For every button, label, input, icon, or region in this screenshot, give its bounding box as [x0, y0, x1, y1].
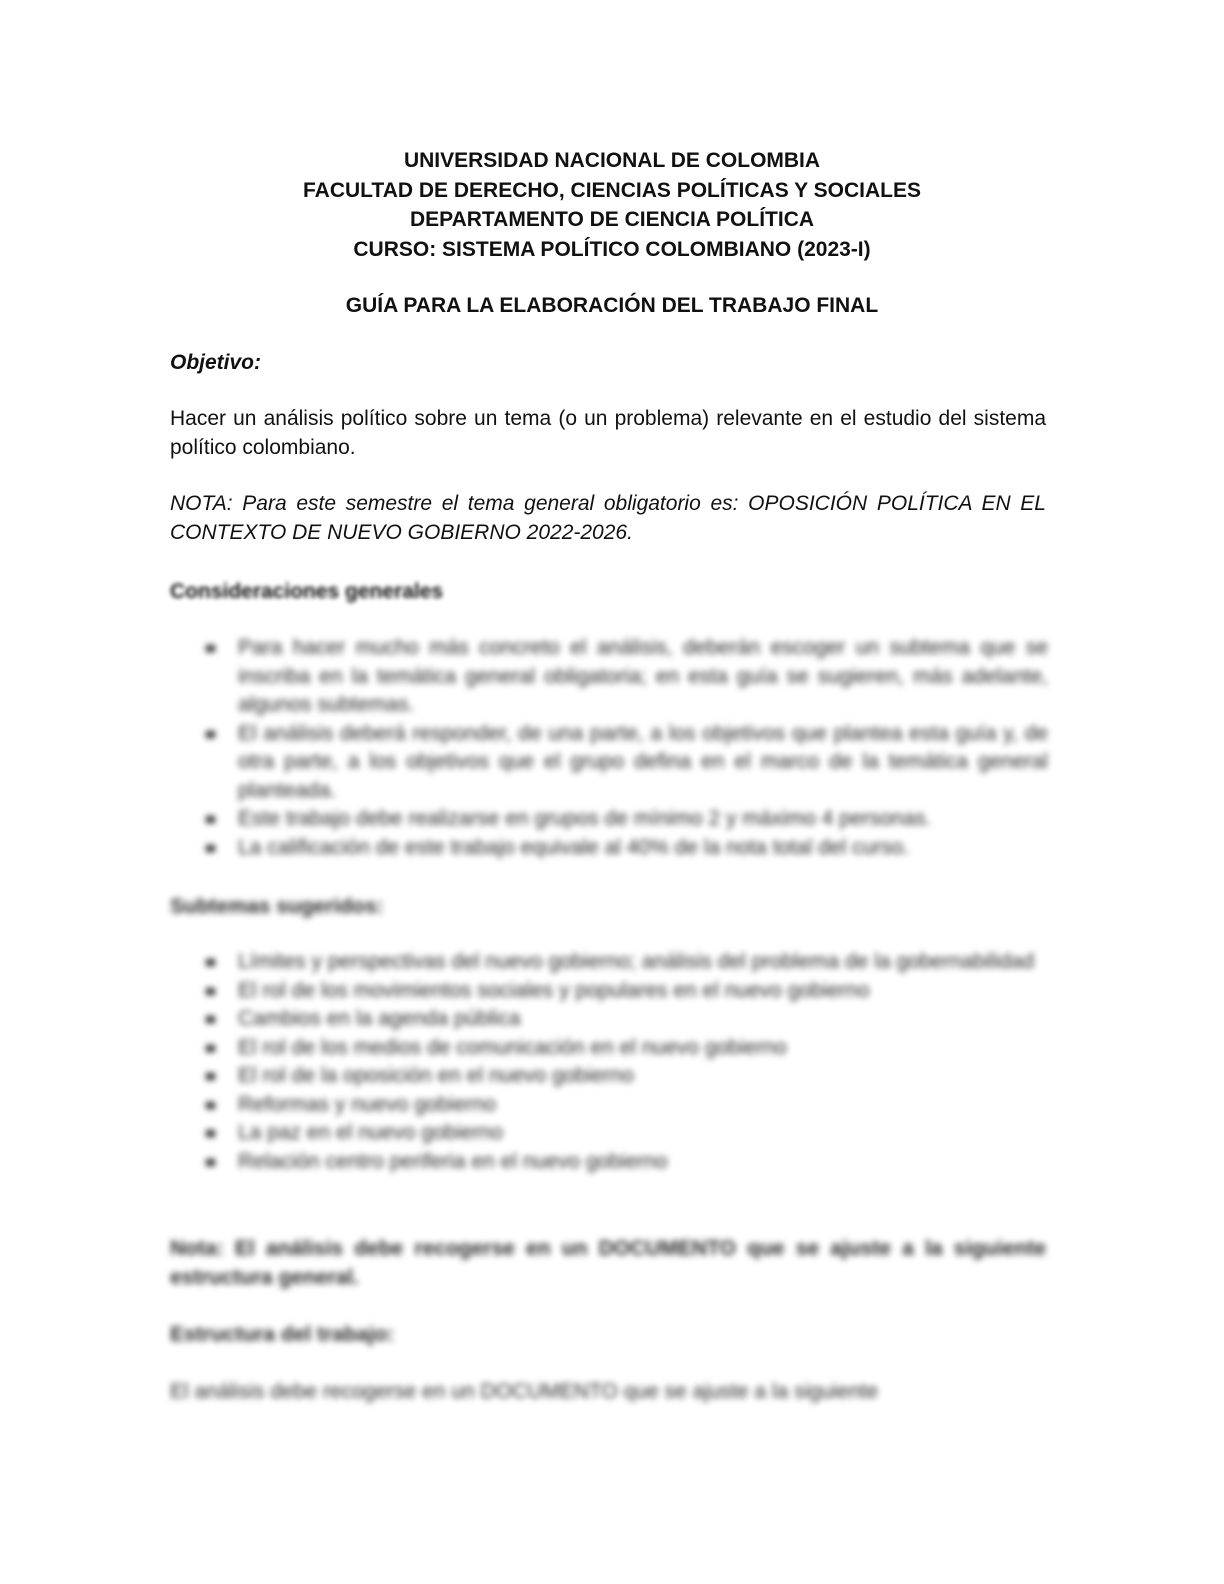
objective-note: NOTA: Para este semestre el tema general obligatorio es: OPOSICIÓN POLÍTICA EN EL CONTEXTO DE NUEVO GOBIERNO 2022-2026.	[170, 492, 1046, 544]
list-item: Límites y perspectivas del nuevo gobierno; análisis del problema de la gobernabilidad	[204, 948, 1048, 977]
list-item: El rol de la oposición en el nuevo gobierno	[204, 1062, 1048, 1091]
square-bullet-icon	[206, 1073, 215, 1080]
square-bullet-icon	[206, 1102, 215, 1109]
square-bullet-icon	[206, 959, 215, 966]
document-header	[0, 146, 1224, 264]
square-bullet-icon	[206, 845, 215, 852]
objective-text: Hacer un análisis político sobre un tema (o un problema) relevante en el estudio del sistema político colombiano.	[170, 407, 1046, 459]
department-name: DEPARTAMENTO DE CIENCIA POLÍTICA	[409, 208, 815, 231]
square-bullet-icon	[206, 731, 215, 738]
list-item: La paz en el nuevo gobierno	[204, 1119, 1048, 1148]
list-item: El análisis deberá responder, de una parte, a los objetivos que plantea esta guía y, de otra parte, a los objetivos que el grupo defina en el marco de la temática general planteada.	[204, 720, 1048, 806]
list-item: Para hacer mucho más concreto el análisis, deberán escoger un subtema que se inscriba en la temática general obligatoria; en esta guía se sugieren, más adelante, algunos subtemas.	[204, 634, 1048, 720]
list-item: El rol de los medios de comunicación en el nuevo gobierno	[204, 1034, 1048, 1063]
square-bullet-icon	[206, 645, 215, 652]
list-item: El rol de los movimientos sociales y populares en el nuevo gobierno	[204, 977, 1048, 1006]
faculty-name: FACULTAD DE DERECHO, CIENCIAS POLÍTICAS Y SOCIALES	[302, 178, 921, 202]
structure-note: Nota: El análisis debe recogerse en un DOCUMENTO que se ajuste a la siguiente estructura general.	[170, 1237, 1046, 1289]
list-item: Reformas y nuevo gobierno	[204, 1091, 1048, 1120]
square-bullet-icon	[206, 1130, 215, 1137]
square-bullet-icon	[206, 1045, 215, 1052]
subtopics-heading: Subtemas sugeridos:	[170, 895, 384, 918]
structure-heading: Estructura del trabajo:	[170, 1323, 395, 1346]
square-bullet-icon	[206, 988, 215, 995]
square-bullet-icon	[206, 816, 215, 823]
square-bullet-icon	[206, 1016, 215, 1023]
list-item: Cambios en la agenda pública	[204, 1005, 1048, 1034]
course-name: CURSO: SISTEMA POLÍTICO COLOMBIANO (2023-I)	[353, 237, 871, 261]
list-item: La calificación de este trabajo equivale al 40% de la nota total del curso.	[204, 834, 1048, 863]
considerations-list	[204, 634, 1048, 862]
guide-title: GUÍA PARA LA ELABORACIÓN DEL TRABAJO FINAL	[345, 294, 879, 317]
subtopics-list	[204, 948, 1048, 1176]
considerations-heading-text: Consideraciones generales	[170, 580, 444, 603]
structure-text: El análisis debe recogerse en un DOCUMENTO que se ajuste a la siguiente	[170, 1380, 879, 1403]
university-name: UNIVERSIDAD NACIONAL DE COLOMBIA	[403, 149, 821, 172]
considerations-heading	[170, 577, 443, 606]
list-item: Este trabajo debe realizarse en grupos de mínimo 2 y máximo 4 personas.	[204, 805, 1048, 834]
list-item: Relación centro periferia en el nuevo gobierno	[204, 1148, 1048, 1177]
objective-heading: Objetivo:	[170, 351, 262, 374]
square-bullet-icon	[206, 1159, 215, 1166]
